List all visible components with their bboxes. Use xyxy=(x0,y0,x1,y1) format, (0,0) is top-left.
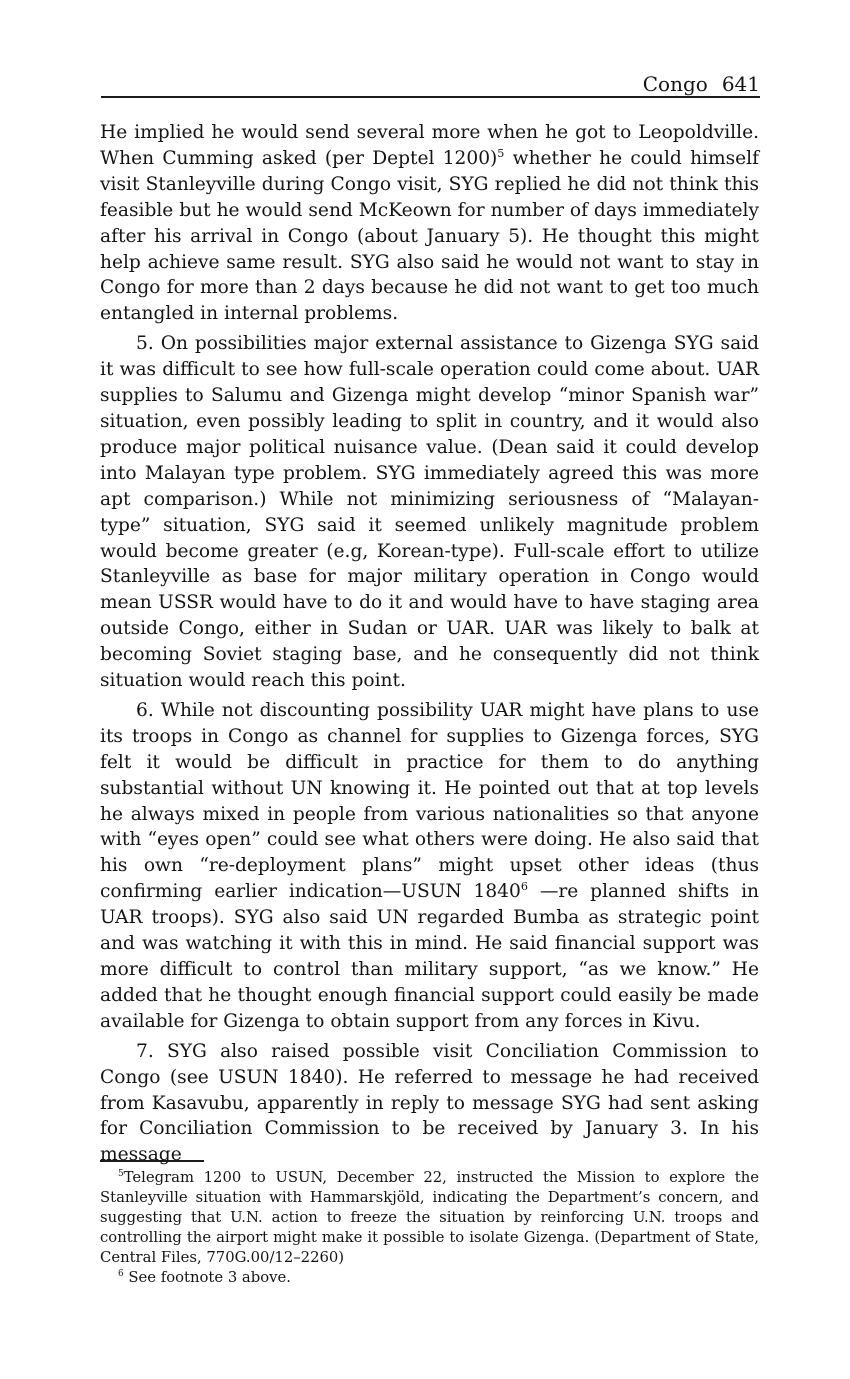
running-title: Congo xyxy=(642,72,708,96)
footnote-text: See footnote 3 above. xyxy=(128,1269,291,1287)
footnote-6 xyxy=(100,1268,759,1288)
paragraph-7: 7. SYG also raised possible visit Conciliation Commission to Congo (see USUN 1840). He referred to message he had received from Kasavubu, apparently in reply to message SYG had sent asking for Conciliation Commission to be received by January 3. In his message xyxy=(100,1040,759,1166)
footnote-divider xyxy=(100,1160,204,1162)
footnote-marker: 6 xyxy=(118,1269,124,1280)
footnote-ref-5: 5 xyxy=(497,146,505,160)
paragraph-5: 5. On possibilities major external assistance to Gizenga SYG said it was difficult to see how full-scale operation could come about. UAR supplies to Salumu and Gizenga might develop “minor Spanish war” situation, even possibly leading to split in country, and it would also produce major political nuisance value. (Dean said it could develop into Malayan type problem. SYG immediately agreed this was more apt comparison.) While not minimizing seriousness of “Malayan-type” situation, SYG said it seemed unlikely magnitude problem would become greater (e.g, Korean-type). Full-scale effort to utilize Stanleyville as base for major military operation in Congo would mean USSR would have to do it and would have to have staging area outside Congo, either in Sudan or UAR. UAR was likely to balk at becoming Soviet staging base, and he consequently did not think situation would reach this point. xyxy=(100,333,759,692)
footnote-text: Telegram 1200 to USUN, December 22, instructed the Mission to explore the Stanleyville situation with Hammarskjöld, indicating the Department’s concern, and suggesting that U.N. action to freeze the situation by reinforcing U.N. troops and controlling the airport might make it possible to isolate Gizenga. (Department of State, Central Files, 770G.00/12–2260) xyxy=(100,1169,759,1267)
footnote-ref-6: 6 xyxy=(520,880,528,894)
footnotes xyxy=(100,1168,759,1289)
page-number: 641 xyxy=(721,72,760,96)
paragraph-text: —re planned shifts in UAR troops). SYG also said UN regarded Bumba as strategic point and was watching it with this in mind. He said financial support was more difficult to control than military support, “as we know.” He added that he thought enough financial support could easily be made available for Gizenga to obtain support from any forces in Kivu. xyxy=(100,881,760,1032)
paragraph-text: He implied he would send several more when he got to Leopoldville. When Cumming asked (per Deptel 1200) xyxy=(100,122,759,169)
body-text xyxy=(100,120,759,1172)
paragraph-text: 6. While not discounting possibility UAR might have plans to use its troops in Congo as channel for supplies to Gizenga forces, SYG felt it would be difficult in practice for them to do anything substantial without UN knowing it. He pointed out that at top levels he always mixed in people from various nationalities so that anyone with “eyes open” could see what others were doing. He also said that his own “re-deployment plans” might upset other ideas (thus confirming earlier indication—USUN 1840 xyxy=(100,699,759,903)
paragraph-continued xyxy=(100,120,759,327)
paragraph-text: whether he could himself visit Stanleyville during Congo visit, SYG replied he did not think this feasible but he would send McKeown for number of days immediately after his arrival in Congo (about January 5). He thought this might help achieve same result. SYG also said he would not want to stay in Congo for more than 2 days because he did not want to get too much entangled in internal problems. xyxy=(100,147,759,325)
footnote-marker: 5 xyxy=(118,1169,124,1180)
footnote-5 xyxy=(100,1168,759,1268)
paragraph-6 xyxy=(100,698,759,1035)
running-header xyxy=(101,72,760,98)
